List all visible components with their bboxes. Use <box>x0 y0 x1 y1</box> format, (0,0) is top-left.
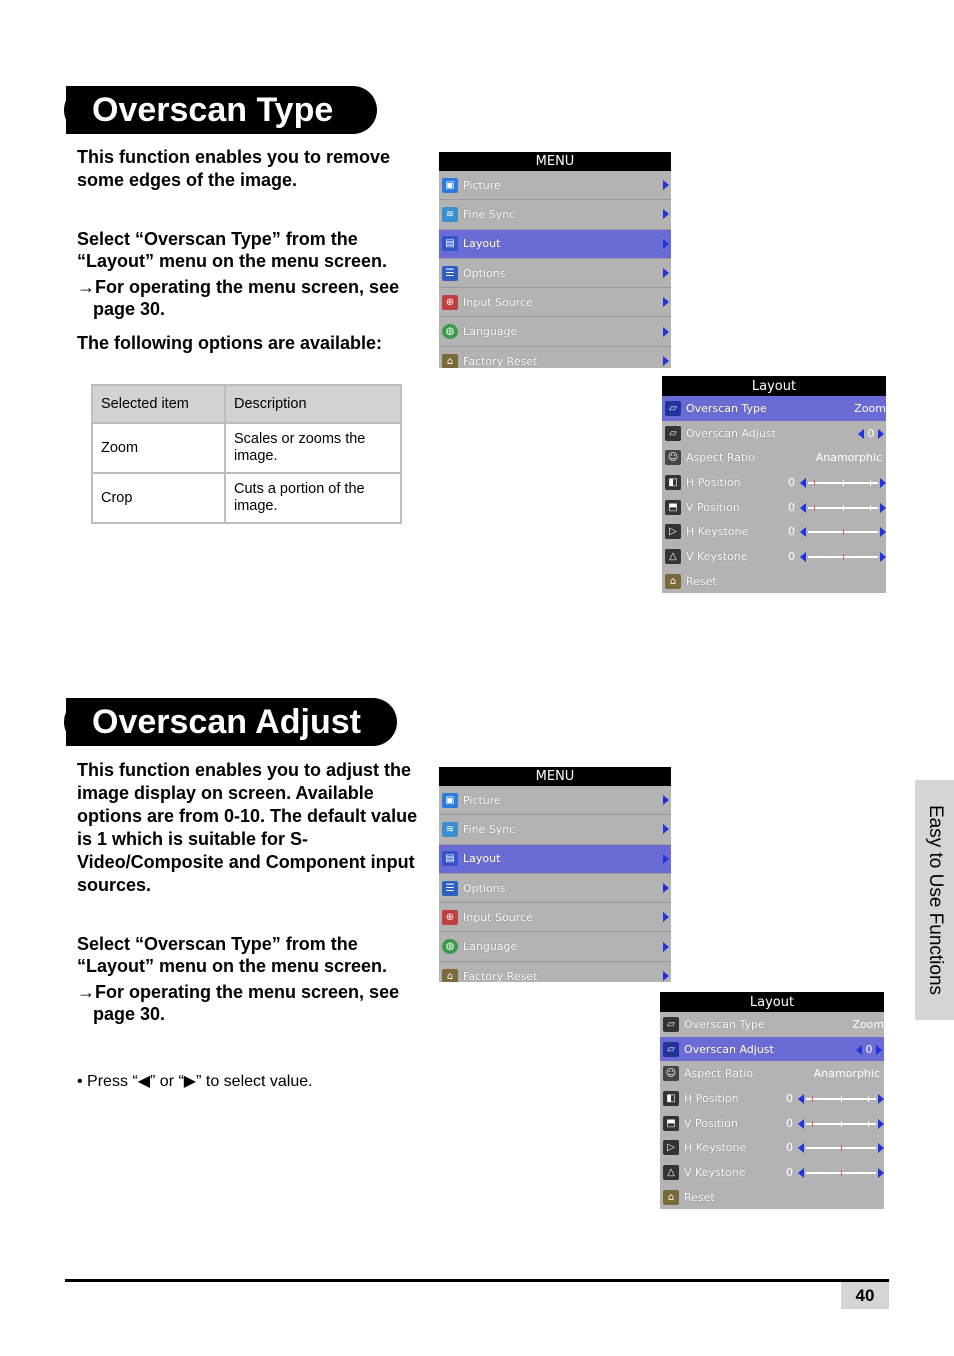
layout-item-label: Overscan Type <box>686 401 767 415</box>
arrow-left-icon <box>798 1143 804 1153</box>
arrow-right-icon <box>878 1094 884 1104</box>
arrow-right-icon <box>880 552 886 562</box>
menu-item-label: Options <box>463 266 506 280</box>
slider-tick <box>868 1121 869 1127</box>
table-cell: Zoom <box>92 423 225 473</box>
picture-icon: ▣ <box>442 178 458 193</box>
overscan-adjust-number: 0 <box>867 426 875 440</box>
overscan-adjust-icon: ▱ <box>663 1042 679 1057</box>
layout-item-h-keystone[interactable] <box>662 519 886 544</box>
chevron-right-icon <box>663 356 669 366</box>
chevron-right-icon <box>663 795 669 805</box>
menu-item-picture[interactable] <box>439 786 671 815</box>
chevron-right-icon <box>663 268 669 278</box>
layout-item-label: Aspect Ratio <box>686 451 756 465</box>
h-keystone-icon: ▷ <box>663 1140 679 1155</box>
menu-item-layout[interactable] <box>439 845 671 874</box>
menu-item-language[interactable] <box>439 317 671 346</box>
slider-tick <box>812 1096 813 1102</box>
aspect-ratio-value: Anamorphic <box>813 1067 880 1081</box>
slider-tick <box>841 1121 842 1127</box>
layout-item-label: V Position <box>686 500 740 514</box>
v-position-slider[interactable] <box>798 1119 884 1129</box>
arrow-left-icon <box>798 1094 804 1104</box>
aspect-ratio-icon: ☺ <box>665 450 681 465</box>
layout-item-v-keystone[interactable] <box>662 544 886 569</box>
layout-item-v-position[interactable] <box>660 1111 884 1136</box>
section1-note: →For operating the menu screen, see page 30. <box>77 277 400 319</box>
chevron-right-icon <box>663 824 669 834</box>
h-keystone-value: 0 <box>788 525 795 539</box>
layout-item-h-position[interactable] <box>660 1086 884 1111</box>
v-position-icon: ⬒ <box>665 500 681 515</box>
layout-menu-title: Layout <box>662 376 886 396</box>
layout-item-label: H Position <box>686 475 741 489</box>
v-keystone-slider[interactable] <box>798 1168 884 1178</box>
menu-item-label: Language <box>463 325 518 339</box>
layout-item-label: H Keystone <box>686 525 749 539</box>
h-keystone-slider[interactable] <box>798 1143 884 1153</box>
chevron-right-icon <box>663 297 669 307</box>
layout-item-h-position[interactable] <box>662 470 886 495</box>
layout-item-v-keystone[interactable] <box>660 1160 884 1185</box>
layout-item-reset[interactable] <box>662 569 886 593</box>
layout-item-label: H Position <box>684 1091 739 1105</box>
reset-icon: ⌂ <box>663 1190 679 1205</box>
layout-item-label: Reset <box>684 1190 715 1204</box>
section-title-overscan-type: Overscan Type <box>66 86 377 134</box>
slider-tick <box>812 1121 813 1127</box>
section2-note: →For operating the menu screen, see page 30. <box>77 982 400 1024</box>
arrow-left-icon <box>800 503 806 513</box>
chevron-right-icon <box>663 971 669 981</box>
overscan-type-value: Zoom <box>854 401 886 415</box>
section1-text <box>77 146 427 355</box>
chevron-right-icon <box>663 327 669 337</box>
layout-item-label: Overscan Adjust <box>686 426 776 440</box>
slider-tick <box>814 480 815 486</box>
menu-item-fine-sync[interactable] <box>439 815 671 844</box>
menu-item-language[interactable] <box>439 932 671 961</box>
menu-item-factory-reset[interactable] <box>439 962 671 982</box>
v-keystone-icon: △ <box>665 549 681 564</box>
table-row <box>92 473 401 523</box>
v-position-slider[interactable] <box>800 503 886 513</box>
table-header-row <box>92 385 401 423</box>
arrow-right-icon <box>878 1168 884 1178</box>
layout-item-label: H Keystone <box>684 1141 747 1155</box>
menu-item-label: Fine Sync <box>463 822 516 836</box>
slider-tick <box>868 1096 869 1102</box>
aspect-ratio-value: Anamorphic <box>815 451 882 465</box>
layout-item-label: Overscan Adjust <box>684 1042 774 1056</box>
table-cell: Crop <box>92 473 225 523</box>
section2-select: Select “Overscan Type” from the “Layout” menu on the menu screen. <box>77 934 388 976</box>
factory-reset-icon: ⌂ <box>442 969 458 982</box>
overscan-adjust-value <box>858 427 884 440</box>
layout-item-overscan-adjust[interactable] <box>662 421 886 446</box>
slider-tick <box>841 1145 842 1151</box>
side-tab-label: Easy to Use Functions <box>924 804 946 996</box>
menu-item-label: Options <box>463 881 506 895</box>
input-source-icon: ⊕ <box>442 910 458 925</box>
picture-icon: ▣ <box>442 793 458 808</box>
slider-tick <box>841 1170 842 1176</box>
arrow-right-icon <box>880 503 886 513</box>
menu-item-label: Factory Reset <box>463 354 538 368</box>
v-position-icon: ⬒ <box>663 1116 679 1131</box>
layout-item-label: Overscan Type <box>684 1017 765 1031</box>
v-position-value: 0 <box>786 1116 793 1130</box>
chevron-right-icon <box>663 912 669 922</box>
main-menu-screenshot-1 <box>439 152 671 368</box>
chevron-right-icon <box>663 883 669 893</box>
section-title-overscan-adjust: Overscan Adjust <box>66 698 397 746</box>
menu-item-label: Picture <box>463 178 501 192</box>
table-cell: Cuts a portion of the image. <box>225 473 401 523</box>
arrow-left-icon <box>856 1045 862 1055</box>
v-position-value: 0 <box>788 500 795 514</box>
arrow-left-icon <box>800 552 806 562</box>
arrow-left-icon <box>798 1119 804 1129</box>
h-position-slider[interactable] <box>798 1094 884 1104</box>
layout-item-label: Reset <box>686 574 717 588</box>
slider-tick <box>841 1096 842 1102</box>
menu-item-layout[interactable] <box>439 230 671 259</box>
layout-item-overscan-type[interactable] <box>662 396 886 421</box>
section1-options: The following options are available: <box>77 333 383 353</box>
h-position-slider[interactable] <box>800 478 886 488</box>
menu-item-label: Picture <box>463 793 501 807</box>
globe-icon: ◍ <box>442 939 458 954</box>
overscan-adjust-icon: ▱ <box>665 426 681 441</box>
arrow-left-icon <box>800 478 806 488</box>
slider-tick <box>870 505 871 511</box>
menu-item-label: Layout <box>463 237 501 251</box>
layout-item-label: V Keystone <box>686 549 748 563</box>
arrow-right-icon <box>878 1143 884 1153</box>
arrow-left-icon <box>800 527 806 537</box>
input-source-icon: ⊕ <box>442 295 458 310</box>
menu-item-label: Factory Reset <box>463 969 538 982</box>
menu-item-options[interactable] <box>439 874 671 903</box>
globe-icon: ◍ <box>442 324 458 339</box>
fine-sync-icon: ≋ <box>442 207 458 222</box>
slider-tick <box>870 480 871 486</box>
arrow-left-icon <box>798 1168 804 1178</box>
layout-item-overscan-adjust[interactable] <box>660 1037 884 1062</box>
menu-item-label: Input Source <box>463 295 533 309</box>
chevron-right-icon <box>663 180 669 190</box>
menu-item-input-source[interactable] <box>439 288 671 317</box>
layout-item-aspect-ratio[interactable] <box>662 445 886 470</box>
options-icon: ☰ <box>442 266 458 281</box>
h-keystone-slider[interactable] <box>800 527 886 537</box>
side-tab <box>915 780 954 1020</box>
arrow-right-icon <box>880 527 886 537</box>
menu-item-picture[interactable] <box>439 171 671 200</box>
slider-tick <box>843 480 844 486</box>
fine-sync-icon: ≋ <box>442 822 458 837</box>
layout-item-overscan-type[interactable] <box>660 1012 884 1037</box>
menu-item-fine-sync[interactable] <box>439 200 671 229</box>
v-keystone-value: 0 <box>788 549 795 563</box>
slider-tick <box>843 505 844 511</box>
factory-reset-icon: ⌂ <box>442 354 458 368</box>
main-menu-title: MENU <box>439 152 671 171</box>
menu-item-label: Fine Sync <box>463 207 516 221</box>
menu-item-label: Language <box>463 940 518 954</box>
menu-item-options[interactable] <box>439 259 671 288</box>
arrow-right-icon <box>878 429 884 439</box>
h-position-value: 0 <box>788 475 795 489</box>
table-header-cell: Selected item <box>92 385 225 423</box>
section1-intro: This function enables you to remove some edges of the image. <box>77 147 391 190</box>
h-position-value: 0 <box>786 1091 793 1105</box>
v-keystone-value: 0 <box>786 1165 793 1179</box>
table-cell: Scales or zooms the image. <box>225 423 401 473</box>
overscan-adjust-value <box>856 1043 882 1056</box>
arrow-right-icon <box>878 1119 884 1129</box>
v-keystone-slider[interactable] <box>800 552 886 562</box>
table-header-cell: Description <box>225 385 401 423</box>
arrow-right-icon <box>876 1045 882 1055</box>
chevron-right-icon <box>663 239 669 249</box>
layout-icon: ▤ <box>442 851 458 866</box>
main-menu-title: MENU <box>439 767 671 786</box>
section2-text <box>77 759 429 1025</box>
layout-item-h-keystone[interactable] <box>660 1135 884 1160</box>
options-table <box>91 384 402 524</box>
overscan-type-icon: ▱ <box>663 1017 679 1032</box>
layout-menu-title: Layout <box>660 992 884 1012</box>
layout-menu-screenshot-1 <box>662 376 886 593</box>
h-position-icon: ◧ <box>663 1091 679 1106</box>
slider-tick <box>814 505 815 511</box>
overscan-type-icon: ▱ <box>665 401 681 416</box>
slider-tick <box>843 554 844 560</box>
arrow-right-icon <box>880 478 886 488</box>
chevron-right-icon <box>663 854 669 864</box>
options-icon: ☰ <box>442 881 458 896</box>
chevron-right-icon <box>663 942 669 952</box>
v-keystone-icon: △ <box>663 1165 679 1180</box>
aspect-ratio-icon: ☺ <box>663 1066 679 1081</box>
page-number: 40 <box>841 1282 889 1309</box>
menu-item-input-source[interactable] <box>439 903 671 932</box>
layout-item-label: V Position <box>684 1116 738 1130</box>
slider-tick <box>843 529 844 535</box>
layout-item-aspect-ratio[interactable] <box>660 1061 884 1086</box>
layout-item-label: Aspect Ratio <box>684 1067 754 1081</box>
menu-item-label: Layout <box>463 852 501 866</box>
h-position-icon: ◧ <box>665 475 681 490</box>
main-menu-screenshot-2 <box>439 767 671 982</box>
reset-icon: ⌂ <box>665 574 681 589</box>
layout-icon: ▤ <box>442 236 458 251</box>
h-keystone-icon: ▷ <box>665 524 681 539</box>
menu-item-factory-reset[interactable] <box>439 347 671 368</box>
arrow-left-icon <box>858 429 864 439</box>
layout-menu-screenshot-2 <box>660 992 884 1209</box>
table-row <box>92 423 401 473</box>
footer-rule <box>65 1279 889 1282</box>
layout-item-reset[interactable] <box>660 1185 884 1209</box>
section2-intro: This function enables you to adjust the image display on screen. Available options are from 0-10. The default value is 1 which is suitable for S-Video/Composite and Component input sources. <box>77 760 418 895</box>
chevron-right-icon <box>663 209 669 219</box>
layout-item-label: V Keystone <box>684 1165 746 1179</box>
section1-select: Select “Overscan Type” from the “Layout” menu on the menu screen. <box>77 229 388 271</box>
section2-bullet: • Press “◀” or “▶” to select value. <box>77 1073 313 1090</box>
layout-item-v-position[interactable] <box>662 495 886 520</box>
h-keystone-value: 0 <box>786 1141 793 1155</box>
overscan-adjust-number: 0 <box>865 1042 873 1056</box>
overscan-type-value: Zoom <box>852 1017 884 1031</box>
menu-item-label: Input Source <box>463 910 533 924</box>
